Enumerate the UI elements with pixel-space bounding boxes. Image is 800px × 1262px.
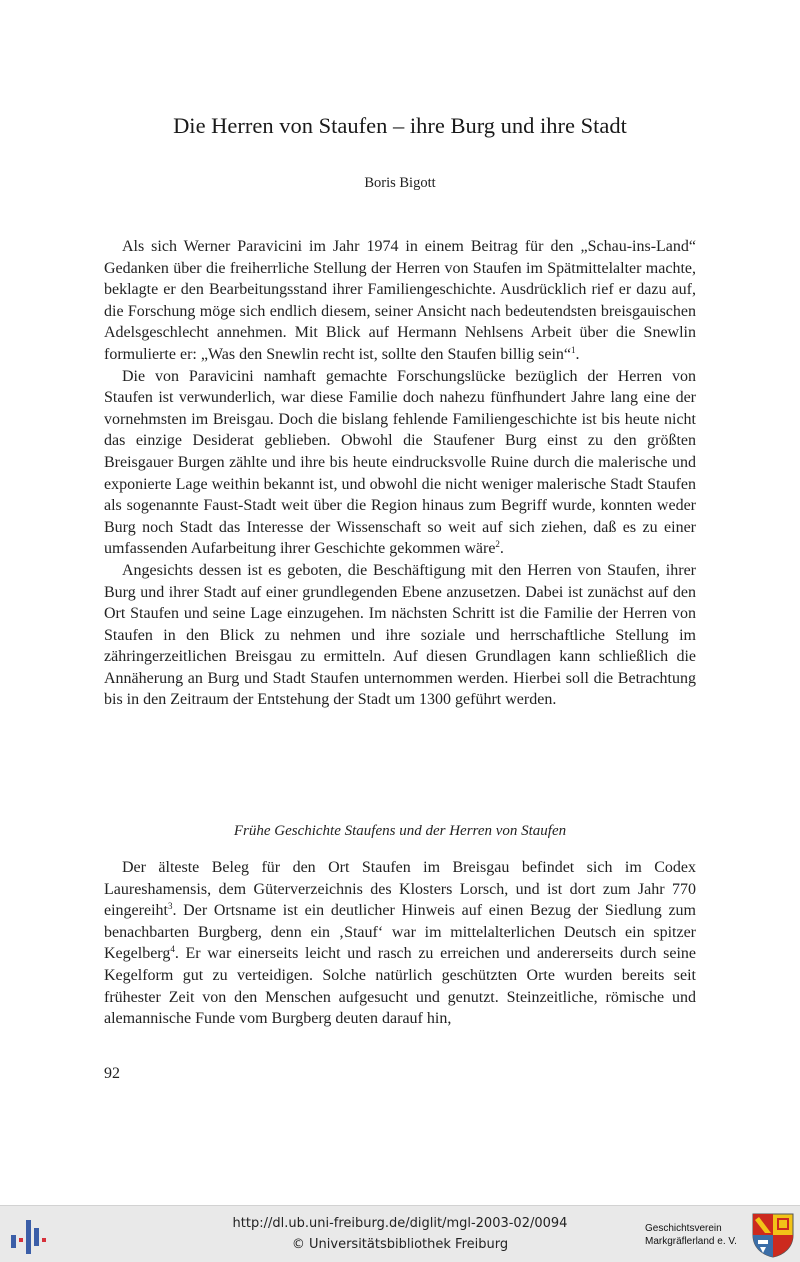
article-author: Boris Bigott (364, 175, 436, 191)
intro-section (104, 236, 696, 711)
ub-freiburg-logo-icon[interactable] (9, 1214, 55, 1256)
footnote-marker: 4 (170, 944, 175, 955)
paragraph: Die von Paravicini namhaft gemachte Forschungslücke bezüglich der Herren von Staufen ist verwunderlich, war diese Familie doch nahezu fünfhundert Jahre lang eine der vornehmsten im Breisgau. Doch die bislang fehlende Familiengeschichte ist bis heute nicht das einzige Desiderat geblieben. Obwohl die Staufener Burg einst zu den größten Breisgauer Burgen zählte und ihre bis heute eindrucksvolle Ruine durch die malerische und exponierte Lage weithin bekannt ist, und obwohl die nicht weniger malerische Stadt Staufen als sogenannte Faust-Stadt weit über die Region hinaus zum Begriff wurde, konnten weder Burg noch Stadt das Interesse der Wissenschaft so weit auf sich ziehen, daß es zu einer umfassenden Aufarbeitung ihrer Geschichte gekommen wäre$^2$. (104, 367, 696, 558)
paragraph: Angesichts dessen ist es geboten, die Beschäftigung mit den Herren von Staufen, ihrer Burg und ihrer Stadt auf einer grundlegenden Ebene anzusetzen. Dabei ist zunächst auf den Ort Staufen und seine Lage einzugehen. Im nächsten Schritt ist die Familie der Herren von Staufen in den Blick zu nehmen und ihre soziale und herrschaftliche Stellung im zähringerzeitlichen Breisgau zu ermitteln. Auf diesen Grundlagen kann schließlich die Annäherung an Burg und Stadt Staufen unternommen werden. Hierbei soll die Betrachtung bis in den Zeitraum der Entstehung der Stadt um 1300 geführt werden. (104, 561, 696, 709)
footnote-marker: 1 (571, 344, 576, 355)
paragraph: Der älteste Beleg für den Ort Staufen im Breisgau befindet sich im Codex Laureshamensis, dem Güterverzeichnis des Klosters Lorsch, und ist dort zum Jahr 770 eingereiht$^3$. Der Ortsname ist ein deutlicher Hinweis auf einen Bezug der Siedlung zum benachbarten Burgberg, denn ein ‚Stauf‘ war im mittelalterlichen Deutsch ein spitzer Kegelberg$^4$. Er war einerseits leicht und rasch zu erreichen und andererseits durch seine Kegelform gut zu verteidigen. Solche natürlich geschützten Orte wurden bereits seit frühester Zeit von den Menschen aufgesucht und genutzt. Steinzeitliche, römische und alemannische Funde vom Burgberg deuten darauf hin, (104, 859, 696, 1028)
footnote-marker: 3 (167, 901, 173, 912)
paragraph: Als sich Werner Paravicini im Jahr 1974 in einem Beitrag für den „Schau-ins-Land“ Gedanken über die freiherrliche Stellung der Herren von Staufen im Spätmittelalter machte, beklagte er den Bearbeitungsstand ihrer Familiengeschichte. Ausdrücklich rief er dazu auf, die Forschung möge sich endlich diesem, seiner Ansicht nach bedeutendsten breisgauischen Adelsgeschlecht annehmen. Mit Blick auf Hermann Nehlsens Arbeit über die Snewlin formulierte er: „Was den Snewlin recht ist, sollte den Staufen billig sein“$^1$. (104, 238, 696, 363)
society-name: Geschichtsverein Markgräflerland e. V. (645, 1223, 737, 1247)
article-title: Die Herren von Staufen – ihre Burg und ihre Stadt (173, 113, 627, 138)
footnote-marker: 2 (495, 539, 500, 550)
section-heading: Frühe Geschichte Staufens und der Herren von Staufen (233, 823, 567, 839)
page-number: 92 (104, 1065, 120, 1082)
permalink-url[interactable]: http://dl.ub.uni-freiburg.de/diglit/mgl-2003-02/0094 (232, 1216, 568, 1231)
copyright-notice: © Universitätsbibliothek Freiburg (291, 1237, 509, 1252)
coat-of-arms-icon (750, 1211, 796, 1259)
section-body (104, 857, 696, 1030)
viewer-footer (0, 1205, 800, 1262)
